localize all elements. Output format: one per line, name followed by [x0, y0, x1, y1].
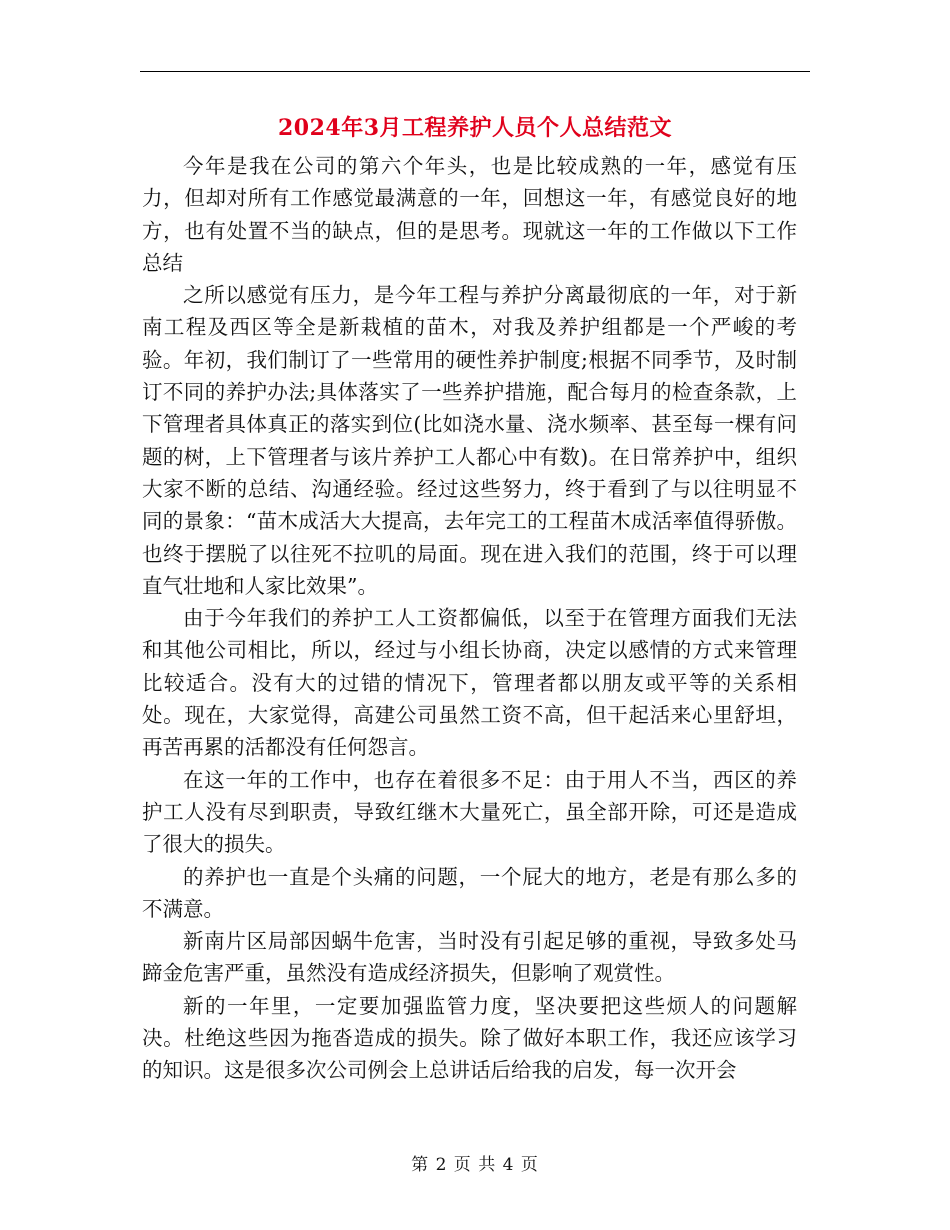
body-paragraph: 新的一年里，一定要加强监管力度，坚决要把这些烦人的问题解决。杜绝这些因为拖沓造成的损失。除了做好本职工作，我还应该学习的知识。这是很多次公司例会上总讲话后给我的启发，每一次开会: [142, 993, 797, 1083]
body-paragraph: 由于今年我们的养护工人工资都偏低，以至于在管理方面我们无法和其他公司相比，所以，经过与小组长协商，决定以感情的方式来管理比较适合。没有大的过错的情况下，管理者都以朋友或平等的关系相处。现在，大家觉得，高建公司虽然工资不高，但干起活来心里舒坦，再苦再累的活都没有任何怨言。: [142, 606, 797, 760]
body-paragraph: 在这一年的工作中，也存在着很多不足：由于用人不当，西区的养护工人没有尽到职责，导致红继木大量死亡，虽全部开除，可还是造成了很大的损失。: [142, 767, 797, 857]
document-body: [142, 150, 797, 1087]
body-paragraph: 之所以感觉有压力，是今年工程与养护分离最彻底的一年，对于新南工程及西区等全是新栽植的苗木，对我及养护组都是一个严峻的考验。年初，我们制订了一些常用的硬性养护制度;根据不同季节，及时制订不同的养护办法;具体落实了一些养护措施，配合每月的检查条款，上下管理者具体真正的落实到位(比如浇水量、浇水频率、甚至每一棵有问题的树，上下管理者与该片养护工人都心中有数)。在日常养护中，组织大家不断的总结、沟通经验。经过这些努力，终于看到了与以往明显不同的景象：“苗木成活大大提高，去年完工的工程苗木成活率值得骄傲。也终于摆脱了以往死不拉叽的局面。现在进入我们的范围，终于可以理直气壮地和人家比效果”。: [142, 283, 797, 598]
body-paragraph: 的养护也一直是个头痛的问题，一个屁大的地方，老是有那么多的不满意。: [142, 864, 797, 921]
header-rule: [140, 71, 810, 72]
body-paragraph: 新南片区局部因蜗牛危害，当时没有引起足够的重视，导致多处马蹄金危害严重，虽然没有造成经济损失，但影响了观赏性。: [142, 929, 797, 986]
document-title: 2024年3月工程养护人员个人总结范文: [277, 115, 673, 141]
body-paragraph: 今年是我在公司的第六个年头，也是比较成熟的一年，感觉有压力，但却对所有工作感觉最满意的一年，回想这一年，有感觉良好的地方，也有处置不当的缺点，但的是思考。现就这一年的工作做以下工作总结: [142, 154, 797, 275]
page-number-footer: 第 2 页 共 4 页: [411, 1155, 539, 1175]
